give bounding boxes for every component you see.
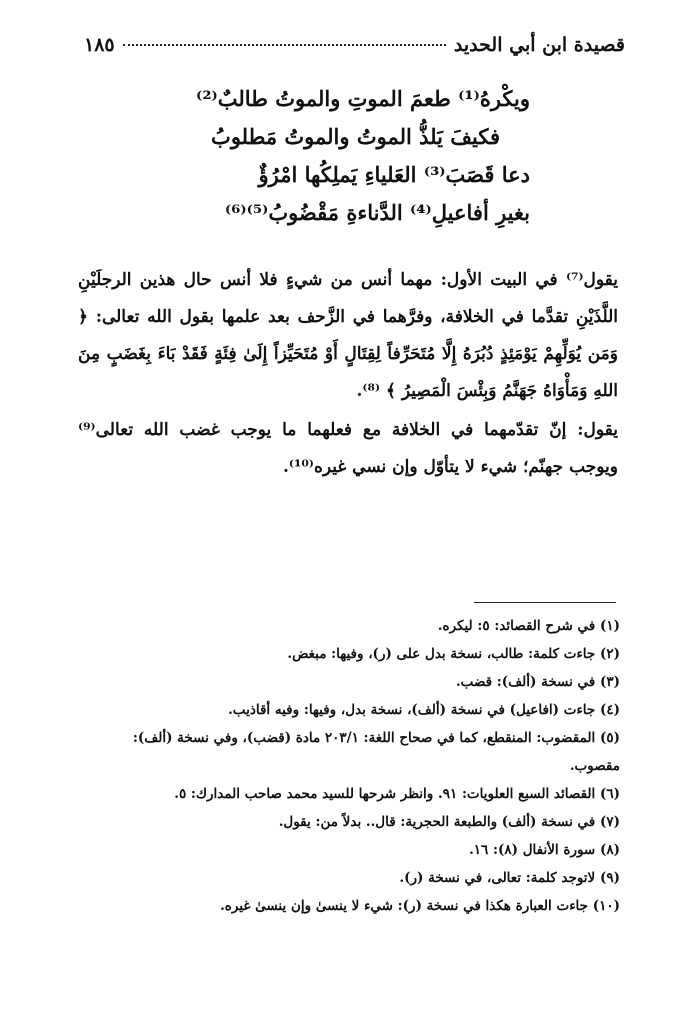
- footnote-6: (٦) القصائد السبع العلويات: ٩١. وانظر شرحها للسيد محمد صاحب المدارك: ٥.: [174, 786, 620, 802]
- footnote-8: (٨) سورة الأنفال (٨): ١٦.: [469, 842, 620, 858]
- verse-line-4: بغيرِ أفاعيلِ⁽⁴⁾ الدَّناءةِ مَقْضُوبُ⁽⁵⁾⁽⁶⁾: [224, 200, 530, 225]
- commentary-paragraph-1: [78, 262, 618, 410]
- paragraph-1-intro: يقول⁽⁷⁾ في البيت الأول: مهما أنس من شيءٍ فلا أنس حال هذين الرجلَيْنِ اللَّذَيْنِ تقدَّما في الخلافة، وفرَّهما في الزَّحف بعد علمها بقول الله تعالى:: [78, 270, 618, 327]
- footnote-10: (١٠) جاءت العبارة هكذا في نسخة (ر): شيء لا ينسىٰ وإن ينسىٰ غيره.: [220, 898, 620, 914]
- page-number: ١٨٥: [84, 34, 115, 56]
- verse-line-2: فكيفَ يَلذُّ الموتُ والموتُ مَطلوبُ: [211, 124, 500, 149]
- footnote-4: (٤) جاءت (افاعيل) في نسخة (ألف)، نسخة بدل، وفيها: وفيه أقاذيب.: [228, 702, 620, 718]
- running-title: قصيدة ابن أبي الحديد: [453, 34, 625, 56]
- verse-line-1: ويكْرهُ⁽¹⁾ طعمَ الموتِ والموتُ طالبٌ⁽²⁾: [196, 86, 530, 111]
- header-leader-dots: [123, 43, 446, 46]
- footnote-9: (٩) لاتوجد كلمة: تعالى، في نسخة (ر).: [399, 870, 620, 886]
- footnote-7: (٧) في نسخة (ألف) والطبعة الحجرية: قال.. بدلاً من: يقول.: [278, 814, 620, 830]
- quran-verse: ﴿ وَمَن يُوَلِّهِمْ يَوْمَئِذٍ دُبُرَهُ إِلَّا مُتَحَرِّفاً لِقِتَالٍ أَوْ مُتَحَيِّزاً إِلَىٰ فِئَةٍ فَقَدْ بَاءَ بِغَضَبٍ مِنَ اللهِ وَمَأْوَاهُ جَهَنَّمُ وَبِئْسَ الْمَصِيرُ ﴾: [78, 307, 618, 401]
- footnote-2: (٢) جاءت كلمة: طالب، نسخة بدل على (ر)، وفيها: مبغض.: [287, 646, 620, 662]
- footnote-separator: [474, 602, 616, 603]
- commentary-paragraph-2: يقول: إنّ تقدّمهما في الخلافة مع فعلهما ما يوجب غضب الله تعالى⁽⁹⁾ ويوجب جهنّم؛ شيء لا يتأوّل وإن نسي غيره⁽¹⁰⁾.: [78, 420, 618, 477]
- commentary-text: [78, 262, 618, 488]
- quran-footnote-ref: ⁽⁸⁾.: [356, 381, 381, 401]
- footnote-5: (٥) المقضوب: المنقطع، كما في صحاح اللغة: ٢٠٣/١ مادة (قضب)، وفي نسخة (ألف): مقصوب.: [132, 730, 620, 774]
- footnote-1: (١) في شرح القصائد: ٥: ليكره.: [437, 618, 620, 634]
- footnotes: [80, 612, 620, 920]
- poem-verses: [110, 80, 530, 232]
- verse-line-3: دعا قَصَبَ⁽³⁾ العَلياءِ يَملِكُها امْرُؤٌ: [258, 162, 530, 187]
- footnote-3: (٣) في نسخة (ألف): قضب.: [455, 674, 620, 690]
- running-header: [84, 34, 625, 64]
